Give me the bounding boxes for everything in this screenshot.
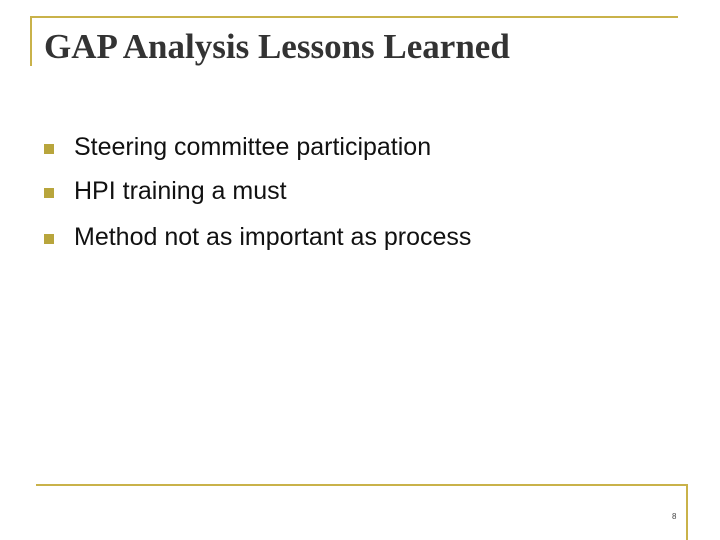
bullet-text: Method not as important as process <box>74 223 472 251</box>
square-bullet-icon <box>44 188 54 198</box>
left-divider-line <box>30 16 32 66</box>
bullet-text: HPI training a must <box>74 177 287 205</box>
slide-title: GAP Analysis Lessons Learned <box>44 27 510 66</box>
right-divider-line <box>686 484 688 540</box>
bullet-text: Steering committee participation <box>74 133 432 161</box>
top-divider-line <box>30 16 678 18</box>
square-bullet-icon <box>44 234 54 244</box>
square-bullet-icon <box>44 144 54 154</box>
page-number: 8 <box>672 512 677 521</box>
bottom-divider-line <box>36 484 686 486</box>
